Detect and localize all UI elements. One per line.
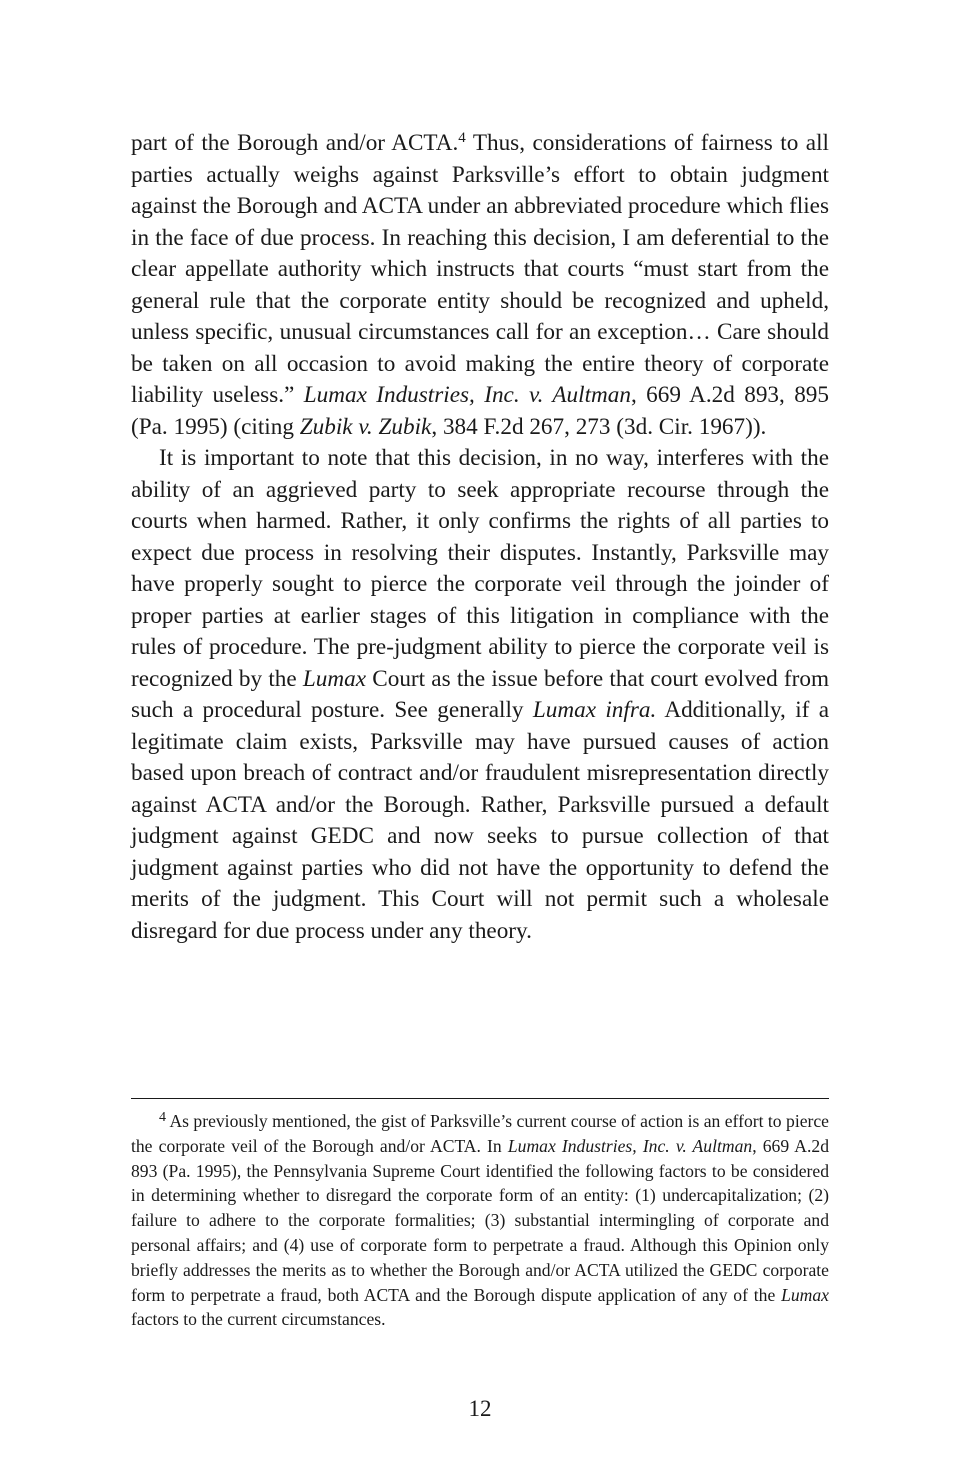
case-citation: Zubik v. Zubik (299, 413, 432, 440)
text-run: As previously mentioned, the gist of Parksville’s current course of action is an effort to pierce the corporate veil of the Borough and/or ACTA. In (131, 1111, 829, 1156)
text-run: , 384 F.2d 267, 273 (3d. Cir. 1967)). (431, 413, 767, 440)
footnote-marker: 4 (159, 1110, 166, 1125)
main-text (131, 128, 829, 947)
footnote-reference[interactable]: 4 (458, 130, 466, 146)
text-run: It is important to note that this decision, in no way, interferes with the ability of an aggrieved party to seek appropriate recourse through the courts when harmed. Rather, it only confirms the rights of all parties to expect due process in resolving their disputes. Instantly, Parksville may have properly sought to pierce the corporate veil through the joinder of proper parties at earlier stages of this litigation in compliance with the rules of procedure. The pre-judgment ability to pierce the corporate veil is recognized by the (131, 445, 829, 692)
page-number: 12 (468, 1396, 492, 1421)
text-run: factors to the current circumstances. (131, 1309, 386, 1330)
case-citation: Lumax (302, 665, 367, 692)
footnote-paragraph (131, 1109, 829, 1332)
case-citation: Lumax Industries, Inc. v. Aultman (507, 1135, 753, 1156)
text-run: Court as the issue before that court evolved from such a procedural posture. See generally (131, 665, 829, 723)
text-run: , 669 A.2d 893 (Pa. 1995), the Pennsylvania Supreme Court identified the following factors to be considered in determining whether to disregard the corporate form of an entity: (1) undercapitalization; (2) failure to adhere to the corporate formalities; (3) substantial intermingling of corporate and personal affairs; and (4) use of corporate form to perpetrate a fraud. Although this Opinion only briefly addresses the merits as to whether the Borough and/or ACTA utilized the GEDC corporate form to perpetrate a fraud, both ACTA and the Borough dispute application of any of the (131, 1135, 829, 1305)
text-run: Thus, considerations of fairness to all parties actually weighs against Parksville’s effort to obtain judgment against the Borough and ACTA under an abbreviated procedure which flies in the face of due process. In reaching this decision, I am deferential to the clear appellate authority which instructs that courts “must start from the general rule that the corporate entity should be recognized and upheld, unless specific, unusual circumstances call for an exception… Care should be taken on all occasion to avoid making the entire theory of corporate liability useless.” (131, 130, 829, 408)
text-run: , 669 A.2d 893, 895 (Pa. 1995) (citing (131, 382, 829, 440)
body-paragraph-2 (131, 443, 829, 947)
body-paragraph-1 (131, 128, 829, 443)
case-citation: Lumax (781, 1284, 829, 1305)
text-run: Additionally, if a legitimate claim exists, Parksville may have pursued causes of action based upon breach of contract and/or fraudulent misrepresentation directly against ACTA and/or the Borough. Rather, Parksville pursued a default judgment against GEDC and now seeks to pursue collection of that judgment against parties who did not have the opportunity to defend the merits of the judgment. This Court will not permit such a wholesale disregard for due process under any theory. (131, 697, 830, 944)
footnote-divider (131, 1098, 829, 1099)
footnote-4 (131, 1109, 829, 1332)
case-citation: Lumax Industries, Inc. v. Aultman (303, 382, 631, 408)
case-citation: Lumax infra. (532, 697, 657, 723)
text-run: part of the Borough and/or ACTA. (131, 130, 459, 156)
